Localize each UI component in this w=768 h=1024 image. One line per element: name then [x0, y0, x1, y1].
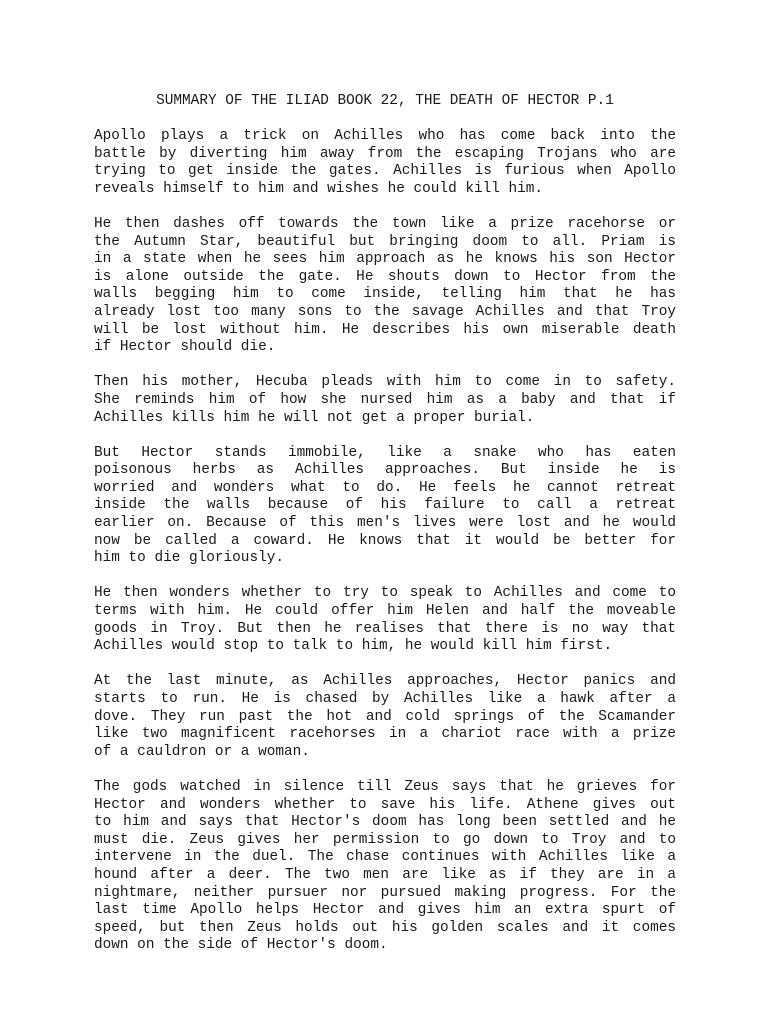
paragraph	[94, 216, 676, 357]
text-line: nightmare, neither pursuer nor pursued making progress. For the	[94, 884, 676, 901]
text-line: already lost too many sons to the savage Achilles and that Troy	[94, 303, 676, 320]
text-line: down on the side of Hector's doom.	[94, 937, 388, 954]
paragraph	[94, 374, 676, 427]
text-line: battle by diverting him away from the escaping Trojans who are	[94, 145, 676, 162]
text-line: But Hector stands immobile, like a snake who has eaten	[94, 444, 676, 461]
text-line: Hector and wonders whether to save his life. Athene gives out	[94, 796, 676, 813]
paragraph	[94, 128, 676, 198]
text-line: walls begging him to come inside, telling him that he has	[94, 286, 676, 303]
text-line: At the last minute, as Achilles approaches, Hector panics and	[94, 673, 676, 690]
text-line: hound after a deer. The two men are like as if they are in a	[94, 866, 676, 883]
text-line: in a state when he sees him approach as he knows his son Hector	[94, 251, 676, 268]
text-line: is alone outside the gate. He shouts down to Hector from the	[94, 268, 676, 285]
text-line: Achilles kills him he will not get a proper burial.	[94, 409, 535, 426]
paragraph	[94, 445, 676, 568]
text-line: Achilles would stop to talk to him, he would kill him first.	[94, 638, 613, 655]
text-line: He then wonders whether to try to speak to Achilles and come to	[94, 585, 676, 602]
text-line: earlier on. Because of this men's lives were lost and he would	[94, 515, 676, 532]
document-title: SUMMARY OF THE ILIAD BOOK 22, THE DEATH OF HECTOR P.1	[156, 93, 614, 109]
text-line: He then dashes off towards the town like a prize racehorse or	[94, 215, 676, 232]
text-line: trying to get inside the gates. Achilles is furious when Apollo	[94, 163, 676, 180]
text-line: inside the walls because of his failure to call a retreat	[94, 497, 676, 514]
text-line: now be called a coward. He knows that it would be better for	[94, 532, 676, 549]
text-line: terms with him. He could offer him Helen and half the moveable	[94, 603, 676, 620]
text-line: speed, but then Zeus holds out his golden scales and it comes	[94, 919, 676, 936]
text-line: last time Apollo helps Hector and gives him an extra spurt of	[94, 902, 676, 919]
text-line: goods in Troy. But then he realises that there is no way that	[94, 620, 676, 637]
text-line: poisonous herbs as Achilles approaches. But inside he is	[94, 462, 676, 479]
text-line: dove. They run past the hot and cold springs of the Scamander	[94, 708, 676, 725]
paragraph	[94, 585, 676, 655]
text-line: starts to run. He is chased by Achilles like a hawk after a	[94, 691, 676, 707]
text-line: reveals himself to him and wishes he could kill him.	[94, 180, 544, 197]
text-line: Apollo plays a trick on Achilles who has come back into the	[94, 128, 676, 144]
text-line: must die. Zeus gives her permission to go down to Troy and to	[94, 831, 676, 848]
text-line: will be lost without him. He describes his own miserable death	[94, 321, 676, 338]
text-line: of a cauldron or a woman.	[94, 743, 310, 760]
document-body	[94, 128, 676, 973]
text-line: worried and wonders what to do. He feels he cannot retreat	[94, 479, 676, 496]
paragraph	[94, 673, 676, 761]
text-line: intervene in the duel. The chase continues with Achilles like a	[94, 849, 676, 866]
text-line: The gods watched in silence till Zeus says that he grieves for	[94, 778, 676, 795]
text-line: She reminds him of how she nursed him as a baby and that if	[94, 391, 676, 408]
text-line: to him and says that Hector's doom has long been settled and he	[94, 814, 676, 831]
text-line: Then his mother, Hecuba pleads with him to come in to safety.	[94, 374, 676, 391]
paragraph	[94, 779, 676, 955]
text-line: the Autumn Star, beautiful but bringing doom to all. Priam is	[94, 233, 676, 250]
text-line: him to die gloriously.	[94, 550, 284, 567]
text-line: like two magnificent racehorses in a chariot race with a prize	[94, 726, 676, 743]
text-line: if Hector should die.	[94, 339, 276, 356]
